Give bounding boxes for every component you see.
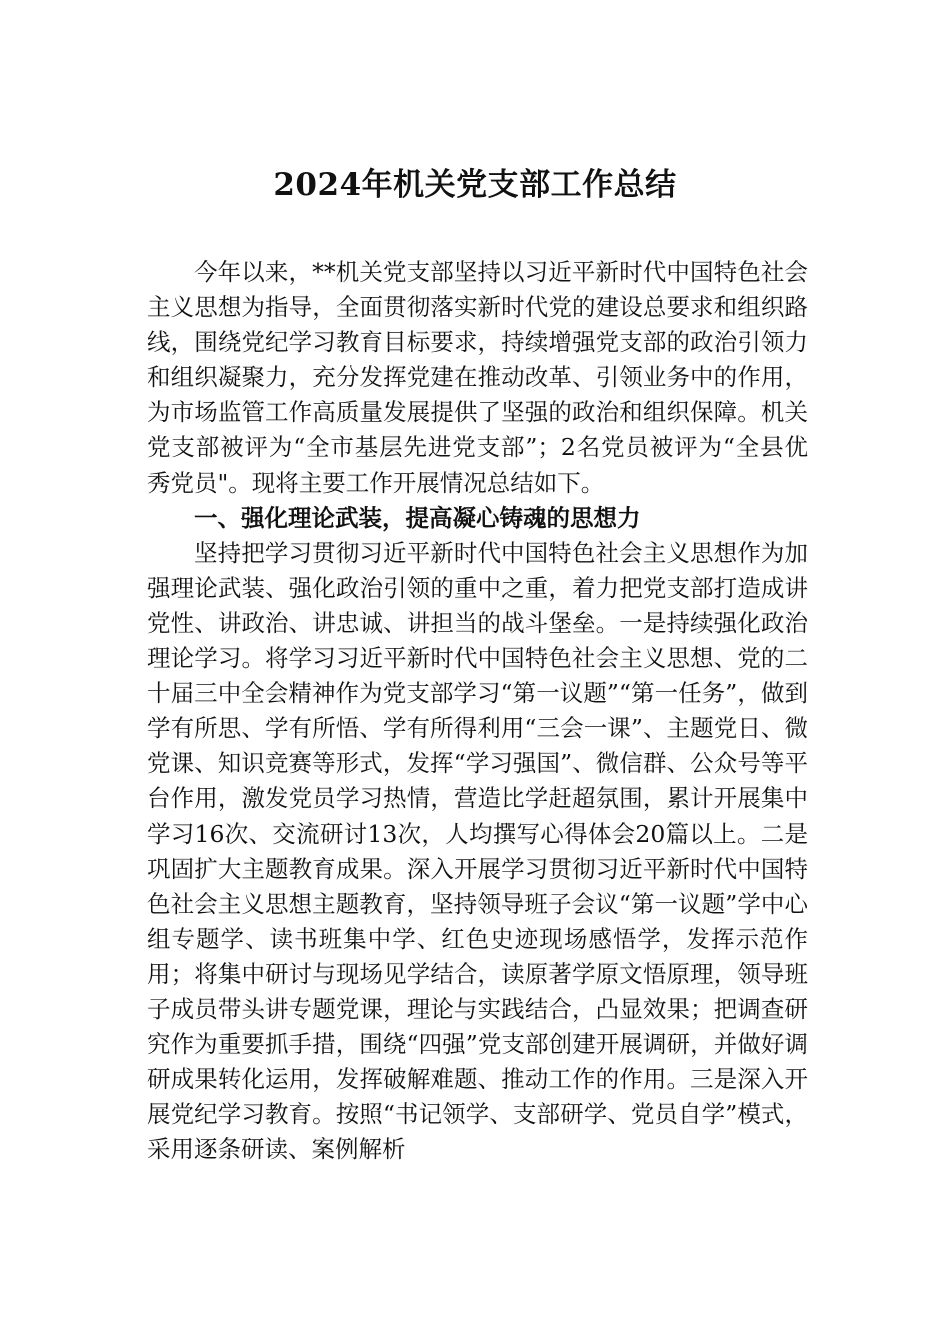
section-heading-1: 一、强化理论武装，提高凝心铸魂的思想力 [194,503,641,532]
section-1-paragraph: 坚持把学习贯彻习近平新时代中国特色社会主义思想作为加强理论武装、强化政治引领的重中之重，着力把党支部打造成讲党性、讲政治、讲忠诚、讲担当的战斗堡垒。一是持续强化政治理论学习。将学习习近平新时代中国特色社会主义思想、党的二十届三中全会精神作为党支部学习“第一议题”“第一任务”，做到学有所思、学有所悟、学有所得利用“三会一课”、主题党日、微党课、知识竞赛等形式，发挥“学习强国”、微信群、公众号等平台作用，激发党员学习热情，营造比学赶超氛围，累计开展集中学习16次、交流研讨13次，人均撰写心得体会20篇以上。二是巩固扩大主题教育成果。深入开展学习贯彻习近平新时代中国特色社会主义思想主题教育，坚持领导班子会议“第一议题”学中心组专题学、读书班集中学、红色史迹现场感悟学，发挥示范作用；将集中研讨与现场见学结合，读原著学原文悟原理，领导班子成员带头讲专题党课，理论与实践结合，凸显效果；把调查研究作为重要抓手措，围绕“四强”党支部创建开展调研，并做好调研成果转化运用，发挥破解难题、推动工作的作用。三是深入开展党纪学习教育。按照“书记领学、支部研学、党员自学”模式，采用逐条研读、案例解析 [147,538,808,1164]
document-title: 2024年机关党支部工作总结 [273,167,677,203]
intro-paragraph: 今年以来，**机关党支部坚持以习近平新时代中国特色社会主义思想为指导，全面贯彻落实新时代党的建设总要求和组织路线，围绕党纪学习教育目标要求，持续增强党支部的政治引领力和组织凝聚力，充分发挥党建在推动改革、引领业务中的作用，为市场监管工作高质量发展提供了坚强的政治和组织保障。机关党支部被评为“全市基层先进党支部”；2名党员被评为“全县优秀党员"。现将主要工作开展情况总结如下。 [147,258,808,497]
document-body [147,255,808,1167]
